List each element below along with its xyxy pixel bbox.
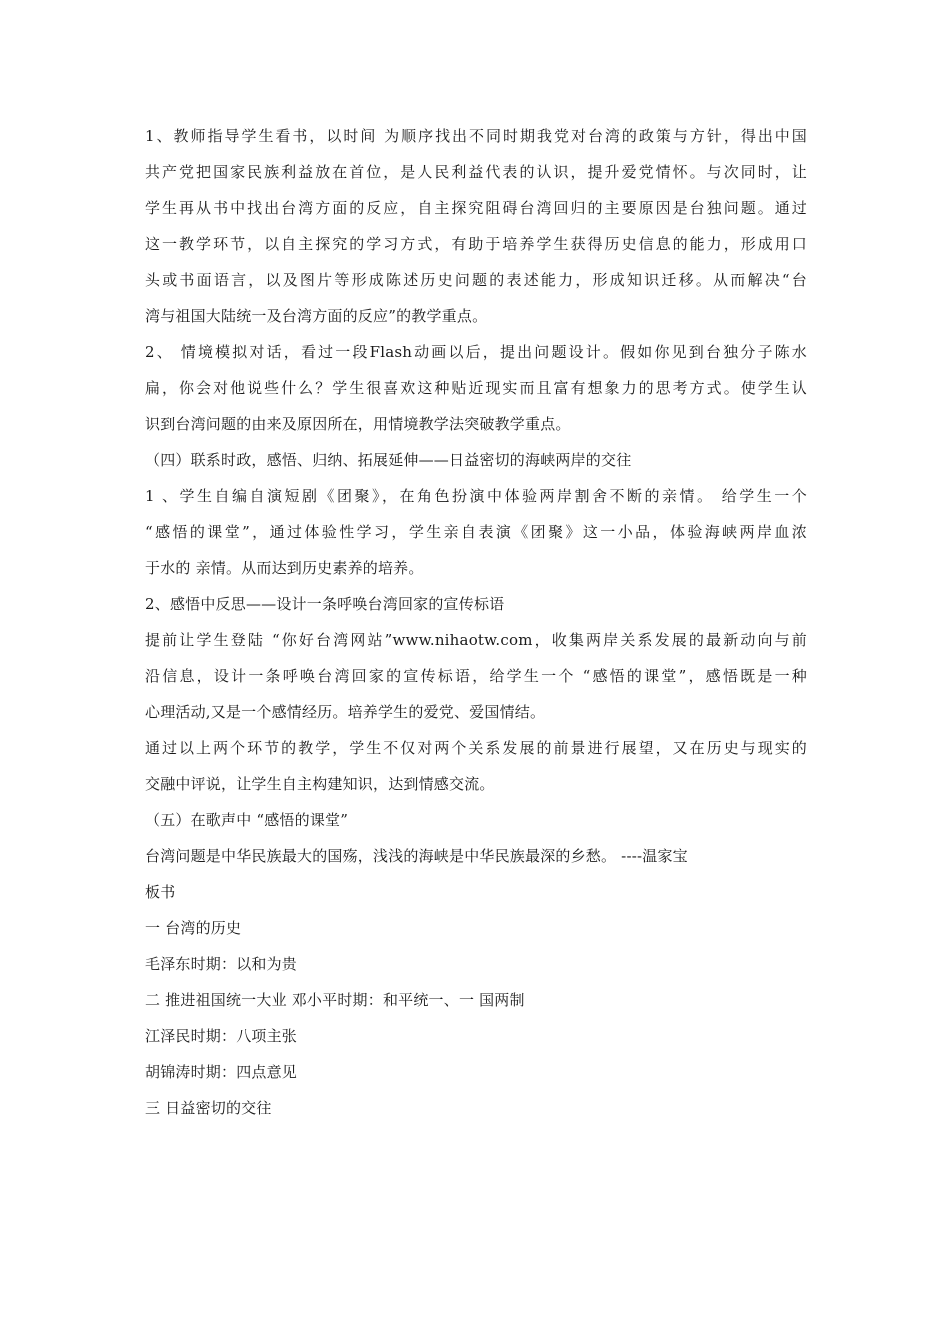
text-line: 通过以上两个环节的教学，学生不仅对两个关系发展的前景进行展望，又在历史与现实的 (145, 739, 807, 757)
blackboard-line: 三 日益密切的交往 (145, 1099, 272, 1117)
blackboard-line: 毛泽东时期：以和为贵 (145, 955, 298, 973)
blackboard-line: 一 台湾的历史 (145, 919, 242, 937)
text-line: 湾与祖国大陆统一及台湾方面的反应”的教学重点。 (145, 307, 488, 325)
paragraph-summary (145, 730, 807, 802)
paragraph-slogan (145, 622, 807, 730)
text-line: 扁，你会对他说些什么？学生很喜欢这种贴近现实而且富有想象力的思考方式。使学生认 (145, 379, 807, 397)
text-line: 学生再从书中找出台湾方面的反应，自主探究阻碍台湾回归的主要原因是台独问题。通过 (145, 199, 807, 217)
paragraph-skit (145, 478, 807, 586)
text-line: 于水的 亲情。从而达到历史素养的培养。 (145, 559, 424, 577)
blackboard-line: 胡锦涛时期：四点意见 (145, 1063, 298, 1081)
text-line: 1 、学生自编自演短剧《团聚》，在角色扮演中体验两岸割舍不断的亲情。 给学生一个 (145, 487, 807, 505)
blackboard-line: 江泽民时期：八项主张 (145, 1027, 298, 1045)
text-line: 心理活动,又是一个感情经历。培养学生的爱党、爱国情结。 (145, 703, 546, 721)
subsection-heading: 2、感悟中反思——设计一条呼唤台湾回家的宣传标语 (145, 595, 505, 613)
text-line: 共产党把国家民族利益放在首位，是人民利益代表的认识，提升爱党情怀。与次同时，让 (145, 163, 807, 181)
blackboard-line: 二 推进祖国统一大业 邓小平时期：和平统一、一 国两制 (145, 991, 525, 1009)
paragraph-item-2 (145, 334, 807, 442)
section-heading: （五）在歌声中 “感悟的课堂” (145, 811, 349, 829)
text-line: 2、 情境模拟对话，看过一段Flash动画以后，提出问题设计。假如你见到台独分子陈水 (145, 343, 807, 361)
blackboard-list (145, 910, 807, 1126)
text-line: 1、教师指导学生看书，以时间 为顺序找出不同时期我党对台湾的政策与方针，得出中国 (145, 127, 807, 145)
text-line: “感悟的课堂”，通过体验性学习，学生亲自表演《团聚》这一小品，体验海峡两岸血浓 (145, 523, 807, 541)
text-line: 提前让学生登陆 “你好台湾网站”www.nihaotw.com，收集两岸关系发展的最新动向与前 (145, 631, 807, 649)
paragraph-item-1 (145, 118, 807, 334)
quote-line: 台湾问题是中华民族最大的国殇，浅浅的海峡是中华民族最深的乡愁。 ----温家宝 (145, 847, 688, 865)
text-line: 这一教学环节，以自主探究的学习方式，有助于培养学生获得历史信息的能力，形成用口 (145, 235, 807, 253)
text-line: 交融中评说，让学生自主构建知识，达到情感交流。 (145, 775, 495, 793)
text-line: 识到台湾问题的由来及原因所在，用情境教学法突破教学重点。 (145, 415, 571, 433)
text-line: 头或书面语言，以及图片等形成陈述历史问题的表述能力，形成知识迁移。从而解决“台 (145, 271, 807, 289)
document-page (145, 118, 807, 1126)
section-heading: （四）联系时政，感悟、归纳、拓展延伸——日益密切的海峡两岸的交往 (145, 451, 632, 469)
blackboard-title: 板书 (145, 883, 176, 901)
text-line: 沿信息，设计一条呼唤台湾回家的宣传标语，给学生一个 “感悟的课堂”，感悟既是一种 (145, 667, 807, 685)
